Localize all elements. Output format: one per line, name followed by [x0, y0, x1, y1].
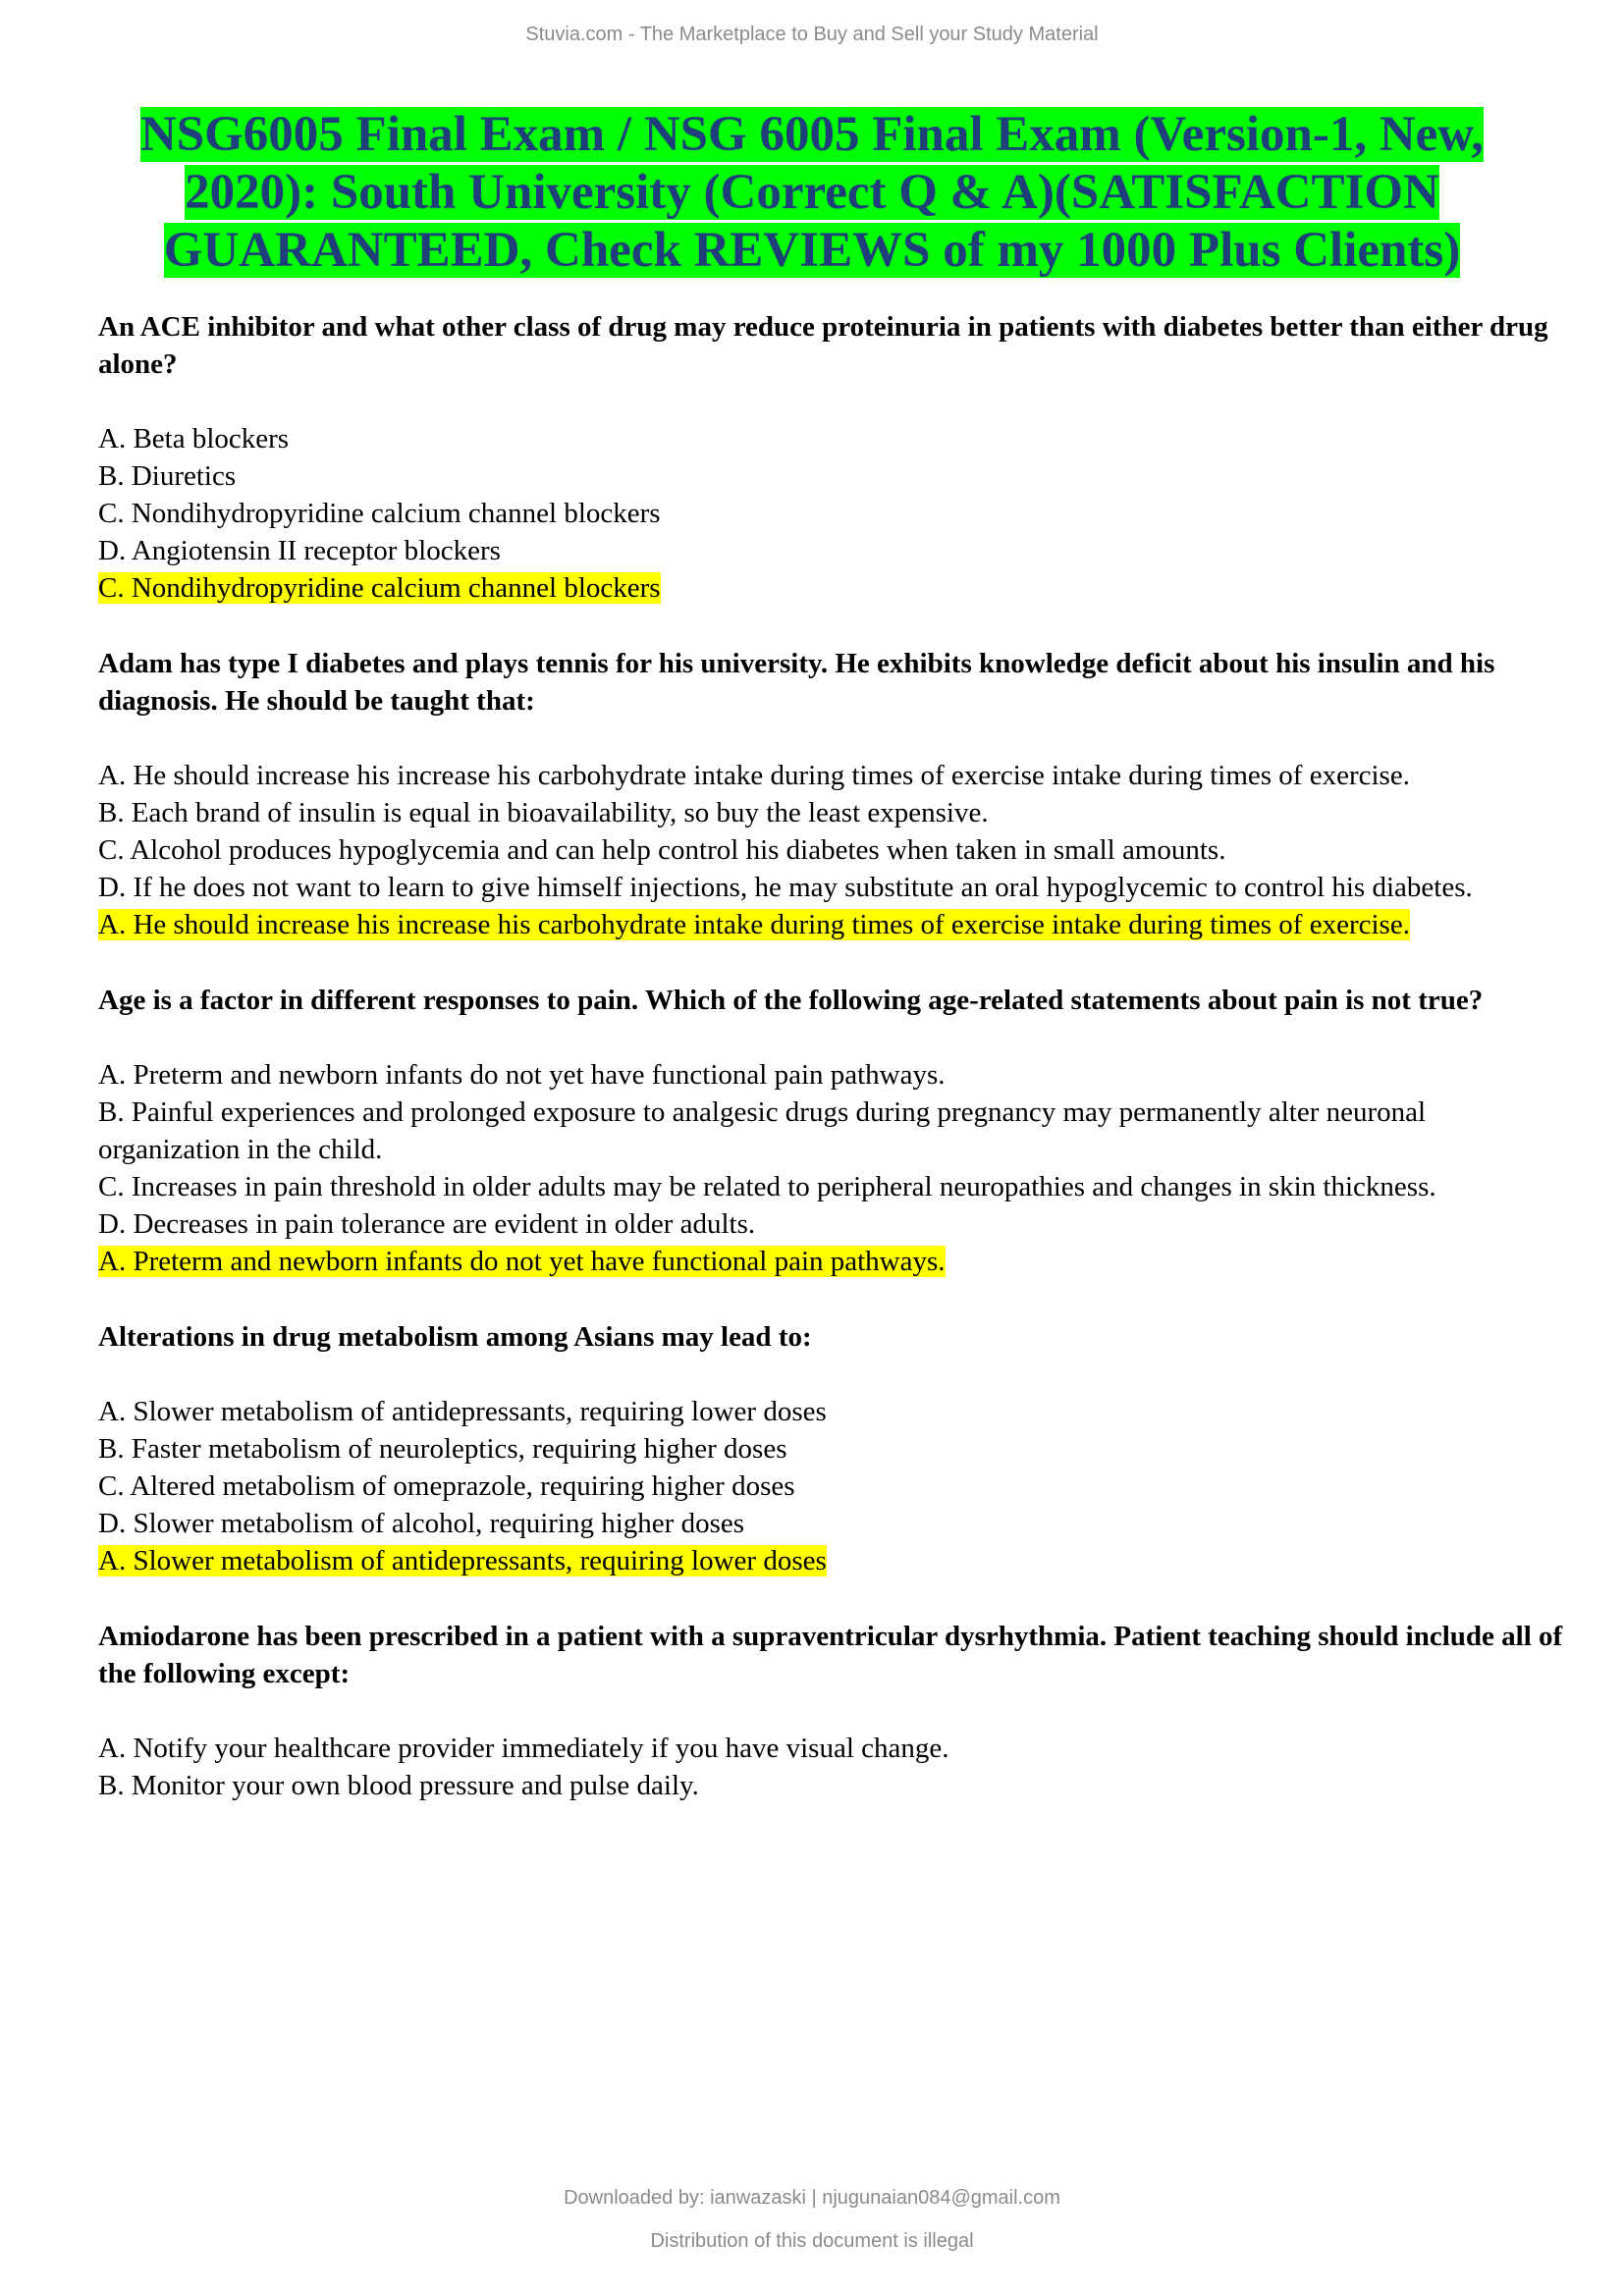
- document-title-block: [128, 106, 1496, 280]
- answer-text: A. Slower metabolism of antidepressants, requiring lower doses: [98, 1545, 827, 1576]
- answer-text: A. He should increase his increase his carbohydrate intake during times of exercise intake during times of exercise.: [98, 909, 1410, 940]
- site-header-note: Stuvia.com - The Marketplace to Buy and Sell your Study Material: [525, 24, 1099, 45]
- option-a: A. He should increase his increase his carbohydrate intake during times of exercise intake during times of exercise.: [98, 760, 1410, 791]
- option-d: D. Angiotensin II receptor blockers: [98, 535, 501, 566]
- question-1: [98, 308, 1565, 607]
- option-a: A. Notify your healthcare provider immediately if you have visual change.: [98, 1733, 949, 1764]
- option-a: A. Preterm and newborn infants do not yet have functional pain pathways.: [98, 1059, 946, 1091]
- option-d: D. Decreases in pain tolerance are evident in older adults.: [98, 1208, 756, 1240]
- option-b: B. Each brand of insulin is equal in bioavailability, so buy the least expensive.: [98, 797, 989, 828]
- option-c: C. Increases in pain threshold in older adults may be related to peripheral neuropathies and changes in skin thickness.: [98, 1171, 1436, 1202]
- highlighted-answer: [98, 569, 1565, 607]
- highlighted-answer: [98, 906, 1565, 943]
- option-a: A. Beta blockers: [98, 423, 290, 454]
- option-b: B. Painful experiences and prolonged exposure to analgesic drugs during pregnancy may permanently alter neuronal organization in the child.: [98, 1096, 1427, 1165]
- question-text: Adam has type I diabetes and plays tennis for his university. He exhibits knowledge deficit about his insulin and his diagnosis. He should be taught that:: [98, 648, 1495, 717]
- question-4: [98, 1318, 1565, 1579]
- answer-text: C. Nondihydropyridine calcium channel blockers: [98, 572, 661, 604]
- question-text: Alterations in drug metabolism among Asians may lead to:: [98, 1321, 812, 1353]
- option-b: B. Faster metabolism of neuroleptics, requiring higher doses: [98, 1433, 787, 1465]
- document-title: NSG6005 Final Exam / NSG 6005 Final Exam (Version-1, New, 2020): South University (Correct Q & A)(SATISFACTION GUARANTEED, Check REVIEWS of my 1000 Plus Clients): [139, 107, 1485, 278]
- option-c: C. Alcohol produces hypoglycemia and can help control his diabetes when taken in small amounts.: [98, 834, 1226, 866]
- question-5: [98, 1618, 1565, 1804]
- question-text: Age is a factor in different responses to pain. Which of the following age-related statements about pain is not true?: [98, 985, 1484, 1016]
- question-2: [98, 645, 1565, 943]
- download-info: Downloaded by: ianwazaski | njugunaian084@gmail.com: [564, 2187, 1060, 2209]
- question-list: [98, 308, 1565, 1842]
- option-c: C. Altered metabolism of omeprazole, requiring higher doses: [98, 1470, 795, 1502]
- question-3: [98, 982, 1565, 1280]
- option-b: B. Monitor your own blood pressure and pulse daily.: [98, 1770, 699, 1801]
- option-d: D. If he does not want to learn to give himself injections, he may substitute an oral hypoglycemic to control his diabetes.: [98, 872, 1473, 903]
- option-a: A. Slower metabolism of antidepressants, requiring lower doses: [98, 1396, 827, 1427]
- question-text: An ACE inhibitor and what other class of drug may reduce proteinuria in patients with diabetes better than either drug alone?: [98, 311, 1548, 380]
- highlighted-answer: [98, 1243, 1565, 1280]
- option-c: C. Nondihydropyridine calcium channel blockers: [98, 498, 661, 529]
- option-b: B. Diuretics: [98, 460, 237, 492]
- option-d: D. Slower metabolism of alcohol, requiring higher doses: [98, 1508, 745, 1539]
- highlighted-answer: [98, 1542, 1565, 1579]
- question-text: Amiodarone has been prescribed in a patient with a supraventricular dysrhythmia. Patient teaching should include all of the following except:: [98, 1621, 1563, 1689]
- answer-text: A. Preterm and newborn infants do not yet have functional pain pathways.: [98, 1246, 946, 1277]
- distribution-notice: Distribution of this document is illegal: [650, 2230, 974, 2252]
